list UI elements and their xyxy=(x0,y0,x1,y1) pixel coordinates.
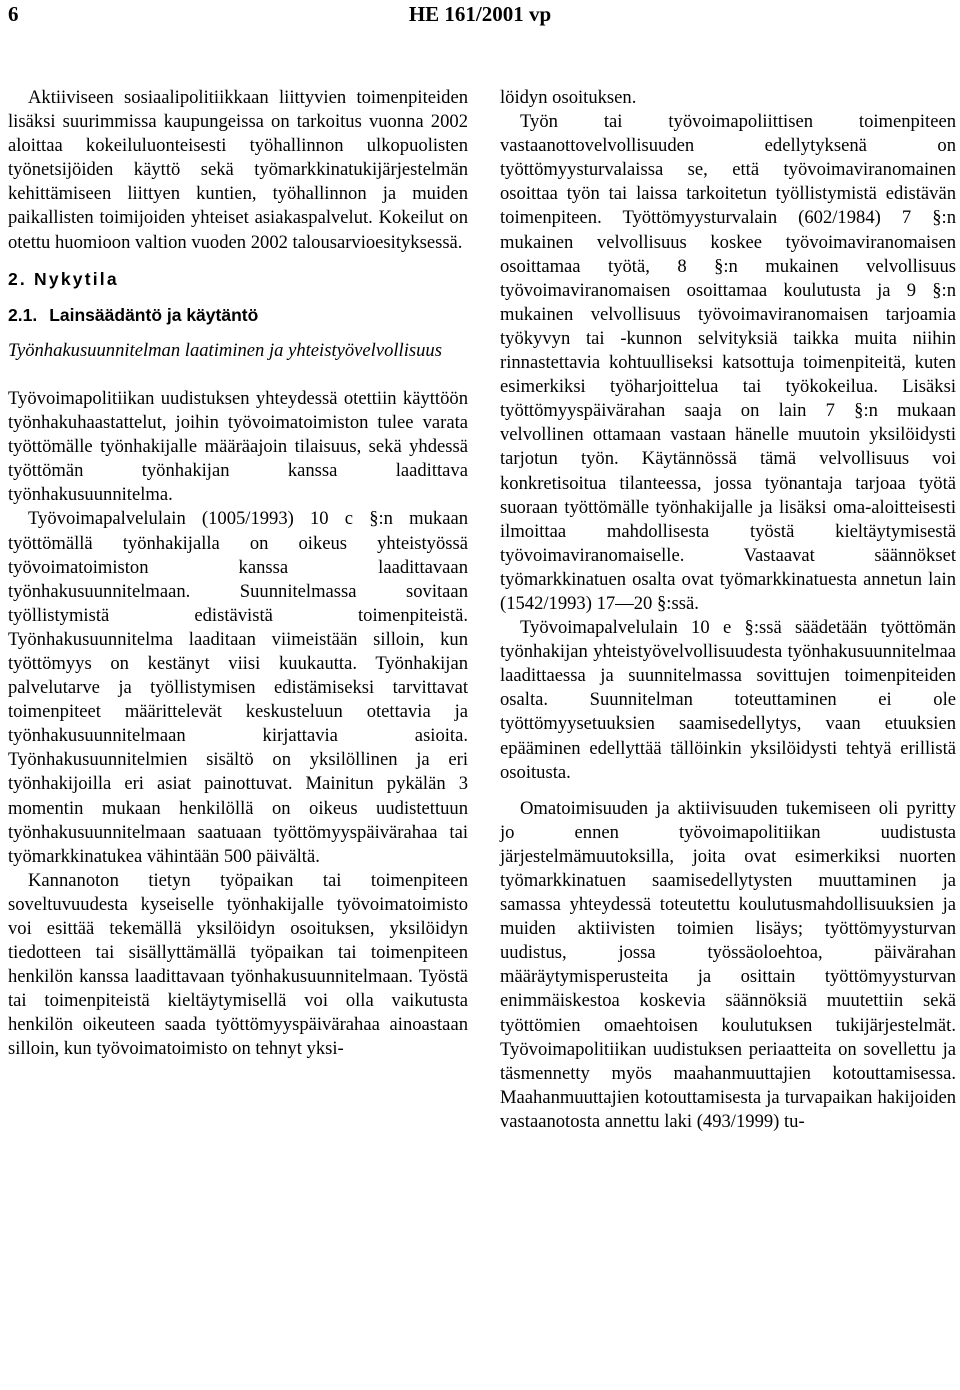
italic-subheading: Työnhakusuunnitelman laatiminen ja yhteistyövelvollisuus xyxy=(8,339,442,361)
intro-paragraph: Aktiiviseen sosiaalipolitiikkaan liittyvien toimenpiteiden lisäksi suurimmissa kaupungeissa on tarkoitus vuonna 2002 aloittaa kokeiluluonteisesti työhallinnon ulkopuolisten työnetsijöiden käyttö sekä työmarkkinatukijärjestelmän kehittämiseen liittyen kuntien, työhallinnon ja muiden paikallisten toimijoiden yhteiset asiakaspalvelut. Kokeilut on otettu huomioon valtion vuoden 2002 talousarvioesityksessä. xyxy=(8,87,468,253)
subsection-number: 2.1. xyxy=(8,304,38,325)
section-heading: 2. Nykytila xyxy=(8,268,119,289)
left-column xyxy=(8,86,468,1062)
paragraph: Työvoimapolitiikan uudistuksen yhteydessä otettiin käyttöön työnhakuhaastattelut, joihin työvoimatoimiston tulee varata työttömälle työnhakijalle määräajoin tilaisuus, sekä yhdessä työttömän työnhakijan kanssa laadittava työnhakusuunnitelma. xyxy=(8,387,468,506)
subsection-heading xyxy=(8,303,468,327)
paragraph: Työvoimapalvelulain 10 e §:ssä säädetään työttömän työnhakijan yhteistyövelvollisuudesta työnhakusuunnitelmaa laadittaessa ja suunnitelmassa sovittujen toimenpiteiden osalta. Suunnitelman toteuttaminen ei ole työttömyysetuuksien saamisedellytys, vaan etuuksien epääminen edellyttää tällöinkin yksilöidysti tehtyä erillistä osoitusta. xyxy=(500,617,956,783)
paragraph: Työvoimapalvelulain (1005/1993) 10 c §:n mukaan työttömällä työnhakijalla on oikeus yhteistyössä työvoimatoimiston kanssa laadittavaan työnhakusuunnitelmaan. Suunnitelmassa sovitaan työllistymistä edistävistä toimenpiteistä. Työnhakusuunnitelma laaditaan viimeistään silloin, kun työttömyys on kestänyt viisi kuukautta. Työnhakijan palvelutarve ja työllistymisen edistämiseksi tarvittavat toimenpiteet määrittelevät keskusteluun otettavia ja työnhakusuunnitelmaan kirjattavia asioita. Työnhakusuunnitelmien sisältö on yksilöllinen ja eri työnhakijoilla eri asiat painottuvat. Mainitun pykälän 3 momentin mukaan henkilöllä on oikeus uudistettuun työnhakusuunnitelmaan saatuaan työttömyyspäivärahaa tai työmarkkinatukea vähintään 500 päivältä. xyxy=(8,508,468,867)
paragraph-gap xyxy=(500,785,956,797)
subsection-title: Lainsäädäntö ja käytäntö xyxy=(49,304,259,325)
right-column xyxy=(500,86,956,1134)
page-number: 6 xyxy=(8,2,19,26)
paragraph: Omatoimisuuden ja aktiivisuuden tukemiseen oli pyritty jo ennen työvoimapolitiikan uudistusta järjestelmämuutoksilla, joita ovat esimerkiksi nuorten työmarkkinatuen saamisedellytysten muuttaminen ja samassa yhteydessä toteutettu koulutusmahdollisuuksien ja muiden aktiivisten toimien lisäys; työttömyysturvan uudistus, jossa työssäoloehtoa, päivärahan määräytymisperusteita ja osittain työttömyysturvan enimmäiskestoa koskevia säännöksiä muutettiin sekä työttömien omaehtoisen koulutuksen tukijärjestelmät. Työvoimapolitiikan uudistuksen periaatteita on sovellettu ja täsmennetty myös maahanmuuttajien kotouttamisessa. Maahanmuuttajien kotouttamisesta ja turvapaikan hakijoiden vastaanotosta annettu laki (493/1999) tu- xyxy=(500,797,956,1132)
paragraph: löidyn osoituksen. xyxy=(500,87,637,108)
paragraph: Työn tai työvoimapoliittisen toimenpiteen vastaanottovelvollisuuden edellytyksenä on työttömyysturvalaissa se, että työvoimaviranomainen osoittaa työn tai laissa tarkoitetun työllistymistä edistävän toimenpiteen. Työttömyysturvalain (602/1984) 7 §:n mukainen velvollisuus koskee työvoimaviranomaisen osoittamaa työtä, 8 §:n mukainen velvollisuus työvoimaviranomaisen osoittamaa koulutusta ja 9 §:n mukainen velvollisuus työvoimaviranomaisen tarjoamia työkyvyn tai -kunnon selvityksiä taikka muita niihin rinnastettavia kohtuulliseksi katsottuja toimenpiteitä, kuten esimerkiksi työharjoittelua tai työkokeilua. Lisäksi työttömyyspäivärahan saaja on lain 7 §:n mukaan velvollinen ottamaan vastaan hänelle muutoin yksilöidysti tarjotun työn. Käytännössä tämä velvollisuus voi konkretisoitua tilanteessa, jossa työnantaja tarjoaa työtä suoraan työttömälle työnhakijalle ja lisäksi oma-aloitteisesti ilmoittaa mahdollisesta työstä kieltäytymisestä työvoimaviranomaiselle. Vastaavat säännökset työmarkkinatuen osalta ovat työmarkkinatuesta annetun lain (1542/1993) 17—20 §:ssä. xyxy=(500,111,956,614)
document-id: HE 161/2001 vp xyxy=(408,2,552,26)
paragraph: Kannanoton tietyn työpaikan tai toimenpiteen soveltuvuudesta kyseiselle työnhakijalle työvoimatoimisto voi esittää tekemällä yksilöidyn osoituksen, yksilöidyn tiedotteen tai sisällyttämällä työpaikan tai toimenpiteen henkilön kanssa laadittavaan työnhakusuunnitelmaan. Työstä tai toimenpiteistä kieltäytymisellä voi olla vaikutusta henkilön oikeuteen saada työttömyyspäivärahaa ainoastaan silloin, kun työvoimatoimisto on tehnyt yksi- xyxy=(8,869,468,1060)
page-header xyxy=(0,0,960,36)
